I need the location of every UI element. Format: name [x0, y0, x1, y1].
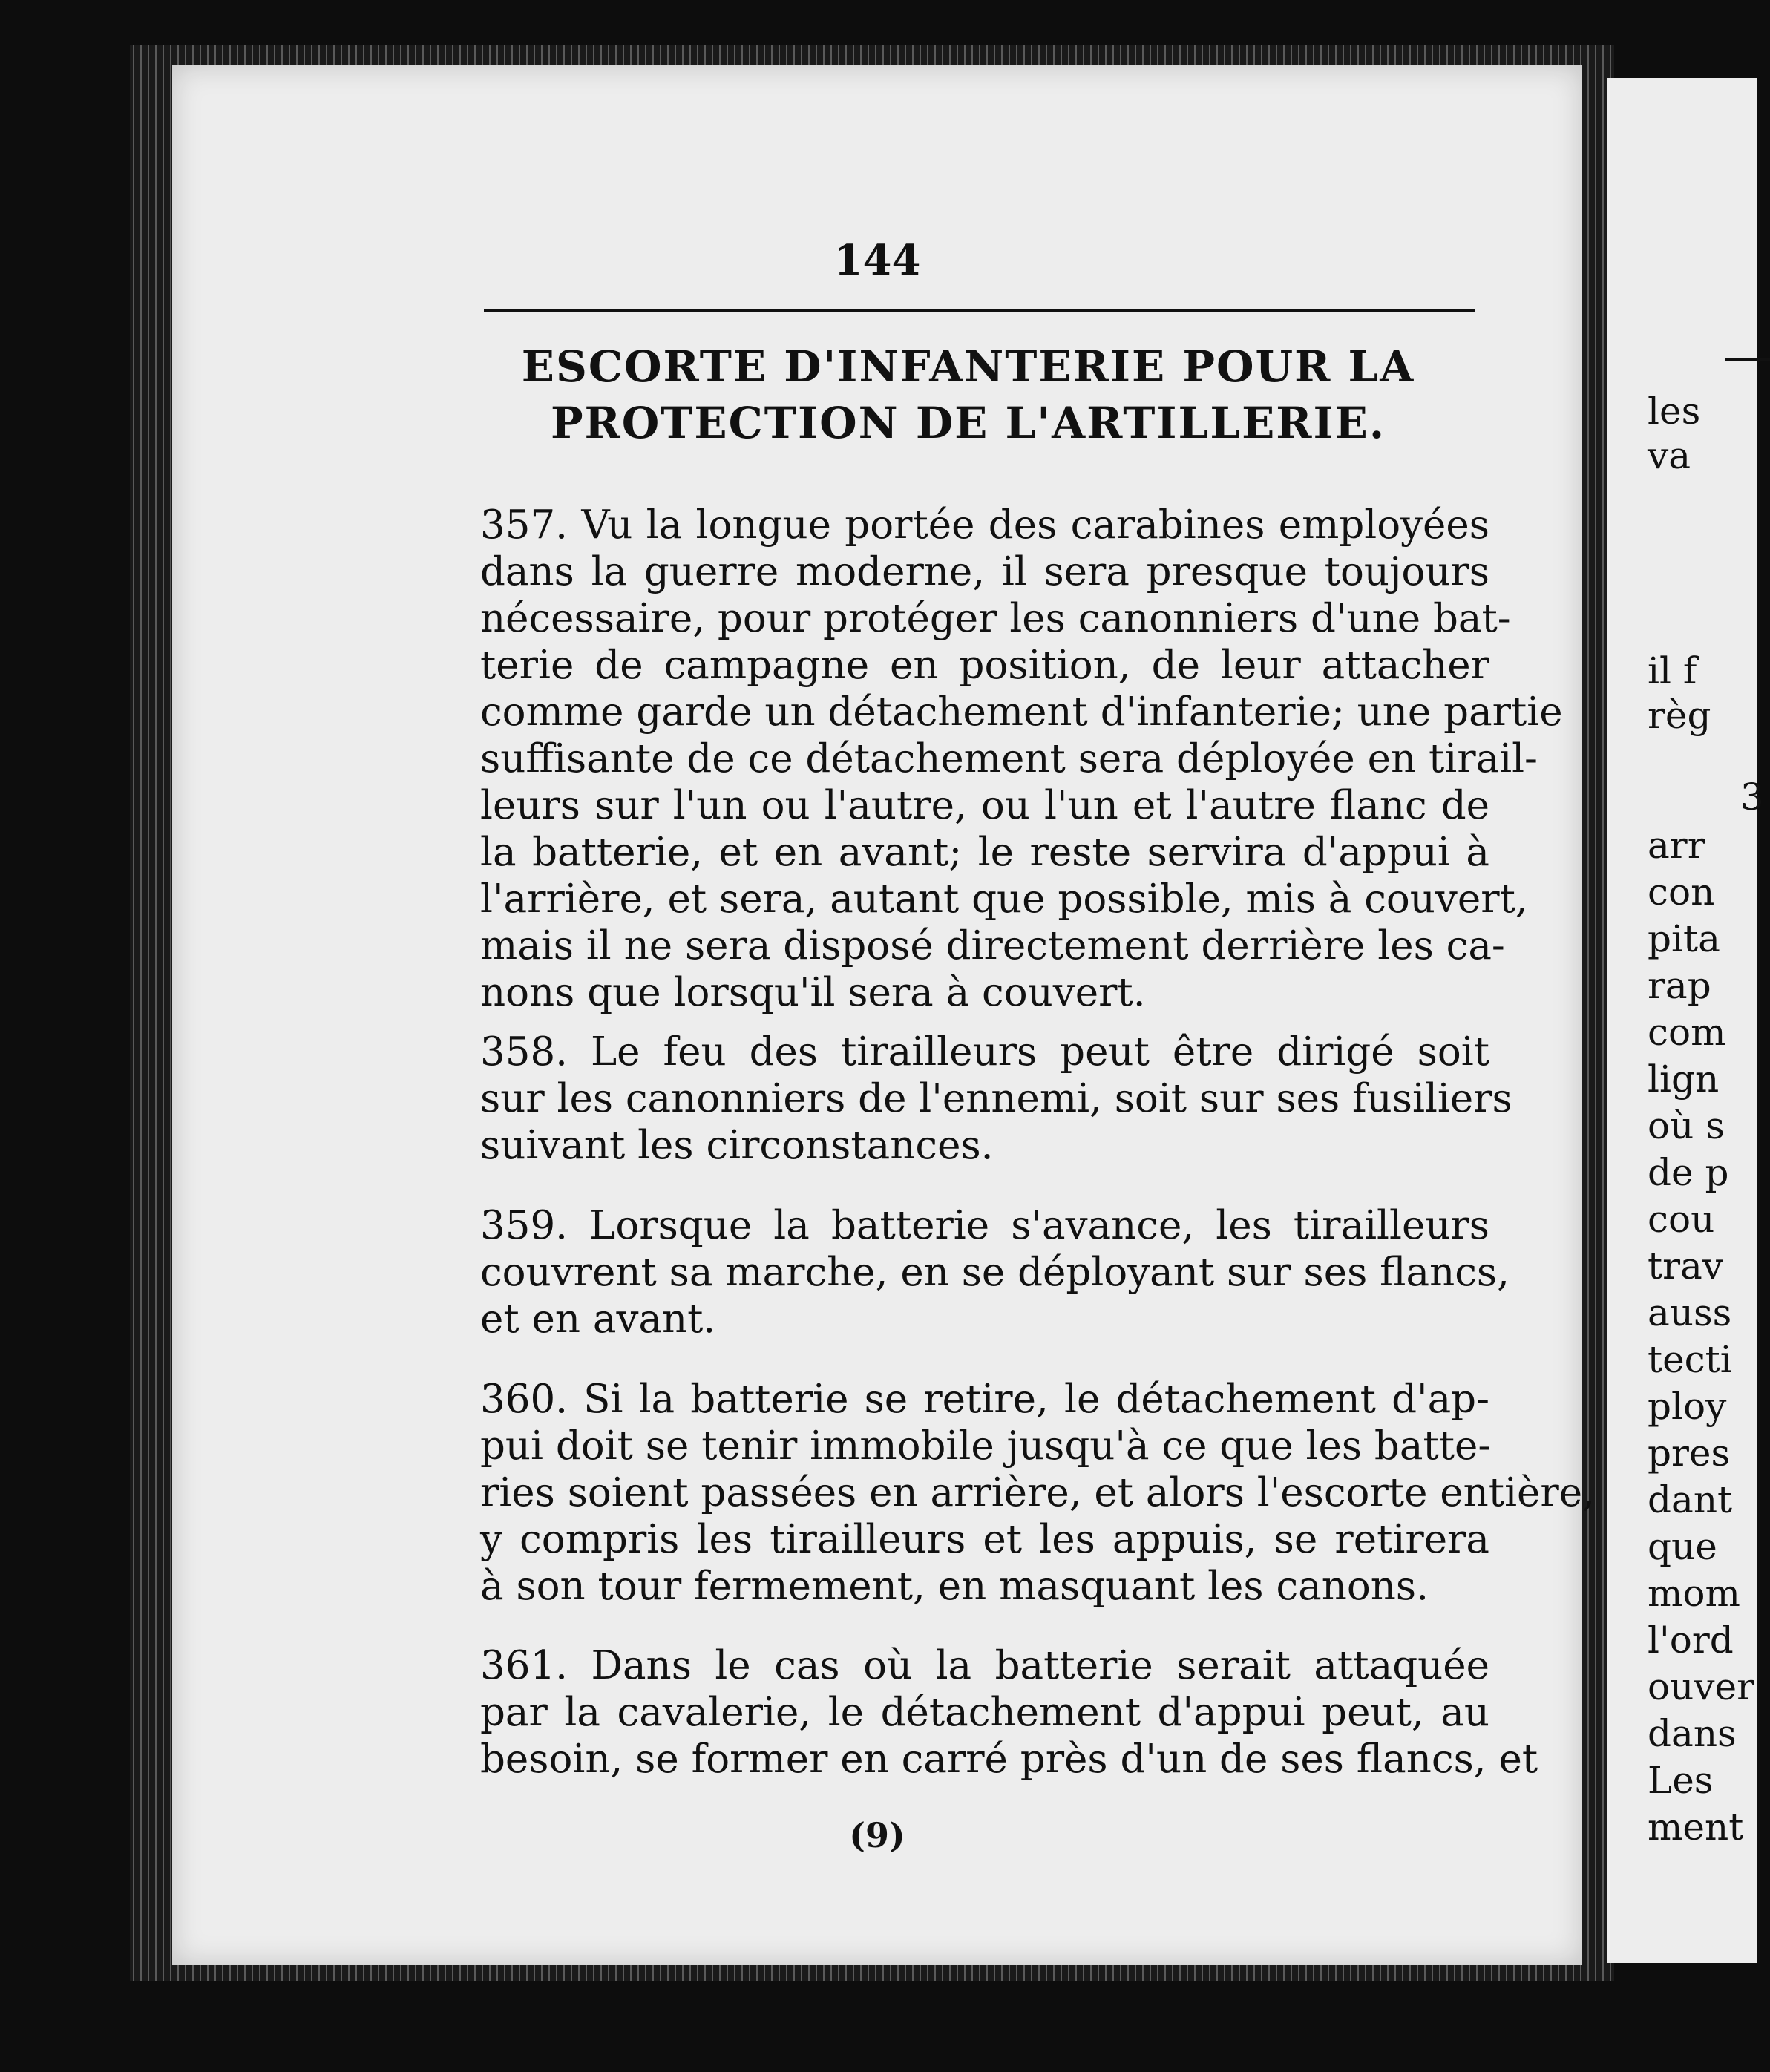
facing-line: où s: [1648, 1104, 1725, 1147]
facing-line: con: [1648, 871, 1715, 914]
paragraph-line: 360. Si la batterie se retire, le détachement d'ap-: [480, 1377, 1489, 1422]
paragraph-line: 361. Dans le cas où la batterie serait attaquée: [480, 1643, 1489, 1688]
facing-header-rule: [1725, 358, 1770, 361]
paragraph-line: besoin, se former en carré près d'un de ses flancs, et: [480, 1737, 1538, 1782]
paragraph-line: terie de campagne en position, de leur attacher: [480, 643, 1489, 688]
facing-line: ment: [1648, 1806, 1744, 1849]
paragraph-line: mais il ne sera disposé directement derrière les ca-: [480, 923, 1505, 968]
paragraph-360: [480, 1376, 1595, 1610]
facing-line: mom: [1648, 1572, 1740, 1615]
book-page-left: [172, 65, 1595, 1965]
facing-line: tecti: [1648, 1338, 1732, 1381]
paragraph-357: [480, 502, 1563, 1016]
paragraph-line: suivant les circonstances.: [480, 1123, 994, 1168]
facing-line: pita: [1648, 917, 1720, 960]
paragraph-line: leurs sur l'un ou l'autre, ou l'un et l'autre flanc de: [480, 783, 1489, 828]
facing-line: rap: [1648, 964, 1711, 1007]
facing-line: l'ord: [1648, 1619, 1734, 1662]
facing-line: va: [1648, 434, 1691, 477]
paragraph-359: [480, 1202, 1510, 1342]
paragraph-line: ries soient passées en arrière, et alors l'escorte entière,: [480, 1470, 1595, 1515]
facing-line: il f: [1648, 649, 1697, 692]
paragraph-line: y compris les tirailleurs et les appuis, se retirera: [480, 1517, 1489, 1562]
paragraph-line: l'arrière, et sera, autant que possible, mis à couvert,: [480, 876, 1528, 922]
signature-mark: (9): [849, 1815, 905, 1855]
facing-line: Les: [1648, 1759, 1714, 1802]
facing-line: dans: [1648, 1712, 1737, 1755]
paragraph-line: pui doit se tenir immobile jusqu'à ce que les batte-: [480, 1423, 1492, 1469]
facing-line: cou: [1648, 1198, 1715, 1241]
paragraph-line: 357. Vu la longue portée des carabines employées: [480, 502, 1489, 548]
facing-line: auss: [1648, 1291, 1732, 1334]
paragraph-line: dans la guerre moderne, il sera presque toujours: [480, 549, 1489, 594]
book-page-right-partial: [1607, 78, 1764, 1963]
facing-line: pres: [1648, 1432, 1731, 1475]
facing-line: que: [1648, 1525, 1717, 1568]
facing-line: les: [1648, 390, 1701, 433]
facing-line: dant: [1648, 1478, 1733, 1521]
paragraph-line: suffisante de ce détachement sera déployée en tirail-: [480, 736, 1538, 781]
paragraph-line: la batterie, et en avant; le reste servira d'appui à: [480, 830, 1489, 875]
paragraph-358: [480, 1029, 1512, 1169]
paragraph-line: à son tour fermement, en masquant les canons.: [480, 1564, 1429, 1609]
section-title-line-2: PROTECTION DE L'ARTILLERIE.: [550, 398, 1386, 448]
facing-line: com: [1648, 1011, 1726, 1054]
facing-line: lign: [1648, 1058, 1720, 1101]
facing-line: trav: [1648, 1245, 1724, 1288]
facing-line: arr: [1648, 824, 1705, 867]
facing-line: de p: [1648, 1151, 1729, 1194]
facing-line: règ: [1648, 694, 1711, 737]
paragraph-line: 358. Le feu des tirailleurs peut être dirigé soit: [480, 1029, 1489, 1075]
paragraph-line: sur les canonniers de l'ennemi, soit sur ses fusiliers: [480, 1076, 1512, 1121]
page-number: 144: [833, 236, 921, 285]
paragraph-line: nons que lorsqu'il sera à couvert.: [480, 970, 1146, 1015]
paragraph-line: 359. Lorsque la batterie s'avance, les tirailleurs: [480, 1203, 1489, 1248]
paragraph-line: comme garde un détachement d'infanterie; une partie: [480, 689, 1563, 735]
paragraph-361: [480, 1642, 1538, 1783]
paragraph-line: nécessaire, pour protéger les canonniers d'une bat-: [480, 596, 1511, 641]
facing-line: 3: [1740, 776, 1764, 819]
facing-line: ouver: [1648, 1665, 1755, 1708]
header-rule: [484, 309, 1475, 312]
paragraph-line: couvrent sa marche, en se déployant sur ses flancs,: [480, 1250, 1510, 1295]
section-title-line-1: ESCORTE D'INFANTERIE POUR LA: [521, 341, 1415, 392]
paragraph-line: et en avant.: [480, 1296, 716, 1342]
paragraph-line: par la cavalerie, le détachement d'appui peut, au: [480, 1690, 1489, 1735]
facing-line: ploy: [1648, 1385, 1727, 1428]
